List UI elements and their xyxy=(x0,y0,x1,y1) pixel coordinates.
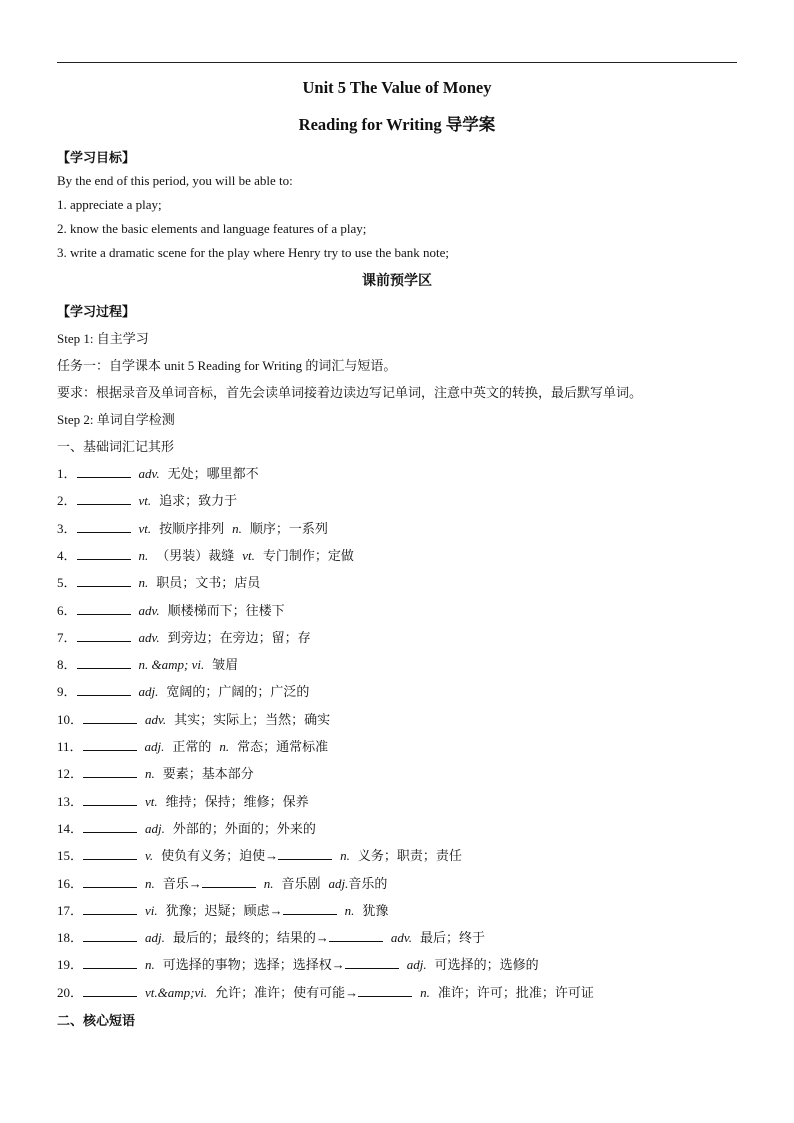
part-of-speech: vt.&amp;vi. xyxy=(145,985,208,1000)
vocab-row xyxy=(57,982,594,1001)
vocab-number: 7． xyxy=(57,630,77,645)
vocab-number: 14． xyxy=(57,821,84,836)
vocab-number: 2． xyxy=(57,493,77,508)
part-of-speech: adj. xyxy=(328,876,349,891)
part-of-speech: n. xyxy=(138,548,149,563)
vocab-number: 18． xyxy=(57,930,84,945)
answer-blank[interactable] xyxy=(283,904,337,915)
vocab-row xyxy=(57,572,260,591)
vocab-meaning: 义务；职责；责任 xyxy=(357,848,462,863)
vocab-meaning: 职员；文书；店员 xyxy=(156,575,261,590)
part-of-speech: vt. xyxy=(242,548,255,563)
objectives-intro: By the end of this period, you will be able to: xyxy=(57,173,293,188)
vocab-meaning: 最后的；最终的；结果的→ xyxy=(172,930,329,945)
part-of-speech: n. xyxy=(145,876,155,891)
part-of-speech: n. xyxy=(219,739,230,754)
vocab-meaning: 允许；准许；使有可能→ xyxy=(215,985,359,1000)
answer-blank[interactable] xyxy=(278,849,332,860)
vocab-number: 4． xyxy=(57,548,77,563)
vocab-row xyxy=(57,490,237,509)
vocab-number: 20． xyxy=(57,985,84,1000)
answer-blank[interactable] xyxy=(83,877,137,888)
vocab-meaning: 外部的；外面的；外来的 xyxy=(172,821,316,836)
preview-section-heading: 课前预学区 xyxy=(362,274,432,289)
part-of-speech: adv. xyxy=(145,712,167,727)
part-of-speech: n. xyxy=(145,766,155,781)
part-of-speech: adj. xyxy=(145,930,165,945)
vocab-row xyxy=(57,709,330,728)
vocab-row xyxy=(57,545,354,564)
part-of-speech: vi. xyxy=(145,903,158,918)
vocab-number: 10． xyxy=(57,712,84,727)
vocab-meaning: 专门制作；定做 xyxy=(262,548,354,563)
vocab-row xyxy=(57,763,254,782)
vocab-row xyxy=(57,845,462,864)
part-of-speech: adj. xyxy=(138,684,159,699)
part1-heading: 一、基础词汇记其形 xyxy=(57,439,175,454)
vocab-number: 11． xyxy=(57,739,83,754)
top-rule xyxy=(57,62,737,63)
vocab-number: 16． xyxy=(57,876,84,891)
answer-blank[interactable] xyxy=(77,631,131,642)
vocab-row xyxy=(57,900,388,919)
step1: Step 1: 自主学习 xyxy=(57,331,149,346)
vocab-meaning: 维持；保持；维修；保养 xyxy=(165,794,309,809)
objectives-heading: 【学习目标】 xyxy=(57,150,136,165)
part-of-speech: adv. xyxy=(390,930,412,945)
vocab-row xyxy=(57,600,285,619)
vocab-number: 8． xyxy=(57,657,77,672)
process-heading: 【学习过程】 xyxy=(57,304,136,319)
objective-item: 3. write a dramatic scene for the play where Henry try to use the bank note; xyxy=(57,245,450,260)
vocab-meaning: 准许；许可；批准；许可证 xyxy=(437,985,594,1000)
part-of-speech: n. xyxy=(263,876,274,891)
vocab-meaning: （男装）裁缝 xyxy=(156,548,235,563)
part-of-speech: adv. xyxy=(138,466,160,481)
vocab-number: 6． xyxy=(57,603,77,618)
vocab-row xyxy=(57,463,259,482)
vocab-row xyxy=(57,818,316,837)
vocab-meaning: 顺序；一系列 xyxy=(249,521,328,536)
part-of-speech: v. xyxy=(145,848,154,863)
vocab-number: 13． xyxy=(57,794,84,809)
vocab-number: 1． xyxy=(57,466,77,481)
vocab-row xyxy=(57,654,238,673)
vocab-row xyxy=(57,681,309,700)
part-of-speech: vt. xyxy=(138,521,152,536)
part-of-speech: adj. xyxy=(406,957,427,972)
part2-heading: 二、核心短语 xyxy=(57,1013,136,1028)
vocab-meaning: 宽阔的；广阔的；广泛的 xyxy=(166,684,310,699)
vocab-number: 5． xyxy=(57,575,77,590)
answer-blank[interactable] xyxy=(77,576,131,587)
answer-blank[interactable] xyxy=(83,904,137,915)
part-of-speech: adv. xyxy=(138,603,160,618)
vocab-row xyxy=(57,791,309,810)
vocab-meaning: 犹豫；迟疑；顾虑→ xyxy=(165,903,283,918)
task1: 任务一：自学课本 unit 5 Reading for Writing 的词汇与短语。 xyxy=(57,358,397,373)
doc-title: Unit 5 The Value of Money xyxy=(302,78,492,97)
vocab-meaning: 犹豫 xyxy=(362,903,389,918)
vocab-meaning: 音乐→ xyxy=(162,876,202,891)
answer-blank[interactable] xyxy=(345,958,399,969)
vocab-number: 19． xyxy=(57,957,84,972)
vocab-row xyxy=(57,873,387,892)
answer-blank[interactable] xyxy=(83,958,137,969)
vocab-meaning: 常态；通常标准 xyxy=(237,739,329,754)
vocab-number: 12． xyxy=(57,766,84,781)
vocab-meaning: 到旁边；在旁边；留；存 xyxy=(167,630,311,645)
vocab-meaning: 最后；终于 xyxy=(419,930,485,945)
part-of-speech: n. xyxy=(340,848,350,863)
part-of-speech: n. xyxy=(138,575,149,590)
part-of-speech: vt. xyxy=(138,493,152,508)
vocab-meaning: 无处；哪里都不 xyxy=(167,466,259,481)
vocab-meaning: 音乐的 xyxy=(348,876,388,891)
vocab-number: 3． xyxy=(57,521,77,536)
vocab-meaning: 可选择的；选修的 xyxy=(434,957,539,972)
part-of-speech: n. xyxy=(232,521,242,536)
answer-blank[interactable] xyxy=(77,467,131,478)
answer-blank[interactable] xyxy=(358,986,412,997)
vocab-number: 15． xyxy=(57,848,84,863)
vocab-meaning: 其实；实际上；当然；确实 xyxy=(174,712,331,727)
part-of-speech: n. xyxy=(420,985,430,1000)
answer-blank[interactable] xyxy=(83,849,137,860)
vocab-meaning: 可选择的事物；选择；选择权→ xyxy=(162,957,345,972)
vocab-row xyxy=(57,518,328,537)
answer-blank[interactable] xyxy=(83,795,137,806)
answer-blank[interactable] xyxy=(83,986,137,997)
part-of-speech: vt. xyxy=(145,794,158,809)
vocab-meaning: 音乐剧 xyxy=(281,876,321,891)
part-of-speech: adv. xyxy=(138,630,160,645)
answer-blank[interactable] xyxy=(77,522,131,533)
answer-blank[interactable] xyxy=(83,767,137,778)
vocab-meaning: 皱眉 xyxy=(212,657,239,672)
answer-blank[interactable] xyxy=(77,494,131,505)
vocab-row xyxy=(57,927,485,946)
requirement: 要求：根据录音及单词音标，首先会读单词接着边读边写记单词，注意中英文的转换，最后默写单词。 xyxy=(57,385,643,400)
vocab-meaning: 正常的 xyxy=(172,739,212,754)
vocab-meaning: 追求；致力于 xyxy=(159,493,238,508)
answer-blank[interactable] xyxy=(83,740,137,751)
answer-blank[interactable] xyxy=(329,931,383,942)
objective-item: 1. appreciate a play; xyxy=(57,197,162,212)
vocab-number: 9． xyxy=(57,684,77,699)
objective-item: 2. know the basic elements and language features of a play; xyxy=(57,221,367,236)
part-of-speech: n. xyxy=(145,957,155,972)
vocab-meaning: 使负有义务；迫使→ xyxy=(161,848,279,863)
answer-blank[interactable] xyxy=(77,604,131,615)
answer-blank[interactable] xyxy=(77,549,131,560)
vocab-meaning: 按顺序排列 xyxy=(159,521,225,536)
answer-blank[interactable] xyxy=(83,931,137,942)
answer-blank[interactable] xyxy=(83,822,137,833)
answer-blank[interactable] xyxy=(77,685,131,696)
answer-blank[interactable] xyxy=(77,658,131,669)
vocab-number: 17． xyxy=(57,903,84,918)
answer-blank[interactable] xyxy=(202,877,256,888)
vocab-row xyxy=(57,954,539,973)
answer-blank[interactable] xyxy=(83,713,137,724)
part-of-speech: n. &amp; vi. xyxy=(138,657,205,672)
vocab-meaning: 顺楼梯而下；往楼下 xyxy=(167,603,285,618)
vocab-row xyxy=(57,627,311,646)
vocab-row xyxy=(57,736,328,755)
part-of-speech: adj. xyxy=(145,821,165,836)
part-of-speech: adj. xyxy=(144,739,165,754)
part-of-speech: n. xyxy=(344,903,355,918)
doc-subtitle: Reading for Writing 导学案 xyxy=(298,115,496,134)
step2: Step 2: 单词自学检测 xyxy=(57,412,175,427)
vocab-meaning: 要素；基本部分 xyxy=(162,766,254,781)
